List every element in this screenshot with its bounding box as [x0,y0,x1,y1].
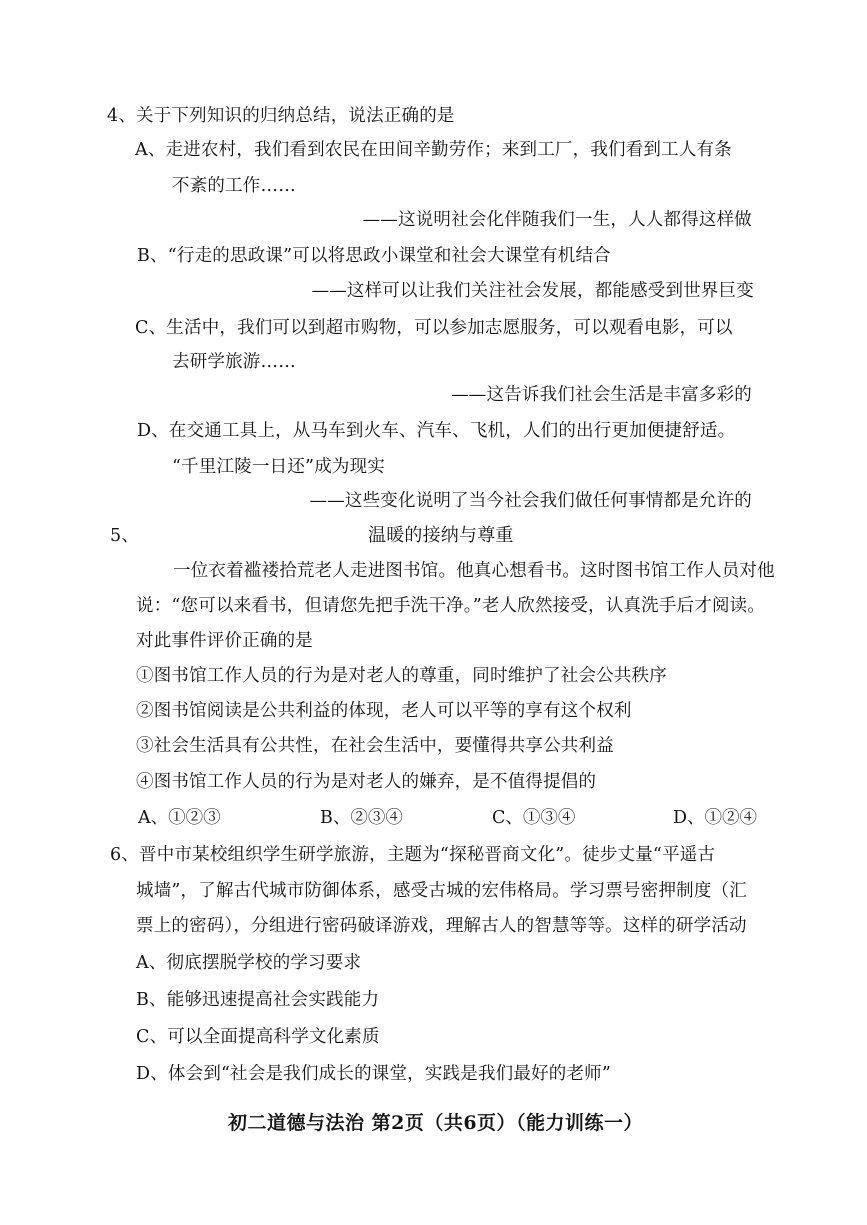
q6-option-b: B、能够迅速提高社会实践能力 [136,990,380,1010]
q4-option-a-line1: A、走进农村，我们看到农民在田间辛勤劳作；来到工厂，我们看到工人有条 [135,140,732,160]
page-footer: 初二道德与法治 第2页（共6页）（能力训练一） [228,1112,644,1134]
q5-paragraph-line2: 说：“您可以来看书，但请您先把手洗干净。”老人欣然接受，认真洗手后才阅读。 [136,596,766,616]
q4-option-a-line2: 不紊的工作…… [172,176,296,196]
q5-paragraph-line1: 一位衣着褴褛拾荒老人走进图书馆。他真心想看书。这时图书馆工作人员对他 [173,561,775,581]
q4-option-c-conclusion: ——这告诉我们社会生活是丰富多彩的 [451,385,752,405]
q6-stem-line1: 6、晋中市某校组织学生研学旅游，主题为“探秘晋商文化”。徒步丈量“平遥古 [110,845,716,865]
q4-option-b-line1: B、“行走的思政课”可以将思政小课堂和社会大课堂有机结合 [137,246,611,266]
q5-option-c: C、①③④ [492,808,576,828]
q5-question: 对此事件评价正确的是 [136,631,313,651]
q4-option-d-line2: “千里江陵一日还”成为现实 [172,457,385,477]
q5-option-a: A、①②③ [138,808,221,828]
q5-title: 温暖的接纳与尊重 [368,525,514,546]
q4-option-d-line1: D、在交通工具上，从马车到火车、汽车、飞机，人们的出行更加便捷舒适。 [137,421,736,441]
q5-option-d: D、①②④ [673,808,758,828]
q4-option-d-conclusion: ——这些变化说明了当今社会我们做任何事情都是允许的 [309,491,752,511]
q6-option-d: D、体会到“社会是我们成长的课堂，实践是我们最好的老师” [136,1064,612,1084]
q4-option-c-line1: C、生活中，我们可以到超市购物，可以参加志愿服务，可以观看电影，可以 [135,318,733,338]
q6-stem-line3: 票上的密码），分组进行密码破译游戏，理解古人的智慧等等。这样的研学活动 [136,916,747,936]
q6-stem-line2: 城墙”，了解古代城市防御体系，感受古城的宏伟格局。学习票号密押制度（汇 [136,881,747,901]
q5-item-2: ②图书馆阅读是公共利益的体现，老人可以平等的享有这个权利 [136,701,632,721]
q4-option-b-conclusion: ——这样可以让我们关注社会发展，都能感受到世界巨变 [311,281,754,301]
q6-option-c: C、可以全面提高科学文化素质 [136,1027,380,1047]
q5-item-1: ①图书馆工作人员的行为是对老人的尊重，同时维护了社会公共秩序 [136,666,667,686]
q5-number: 5、 [110,526,140,546]
q5-option-b: B、②③④ [320,808,403,828]
q6-option-a: A、彻底摆脱学校的学习要求 [136,953,362,973]
q4-option-a-conclusion: ——这说明社会化伴随我们一生，人人都得这样做 [362,210,752,230]
q4-option-c-line2: 去研学旅游…… [172,352,296,372]
q5-item-4: ④图书馆工作人员的行为是对老人的嫌弃，是不值得提倡的 [136,772,597,792]
q5-item-3: ③社会生活具有公共性，在社会生活中，要懂得共享公共利益 [136,736,614,756]
q4-stem: 4、关于下列知识的归纳总结，说法正确的是 [107,106,455,126]
